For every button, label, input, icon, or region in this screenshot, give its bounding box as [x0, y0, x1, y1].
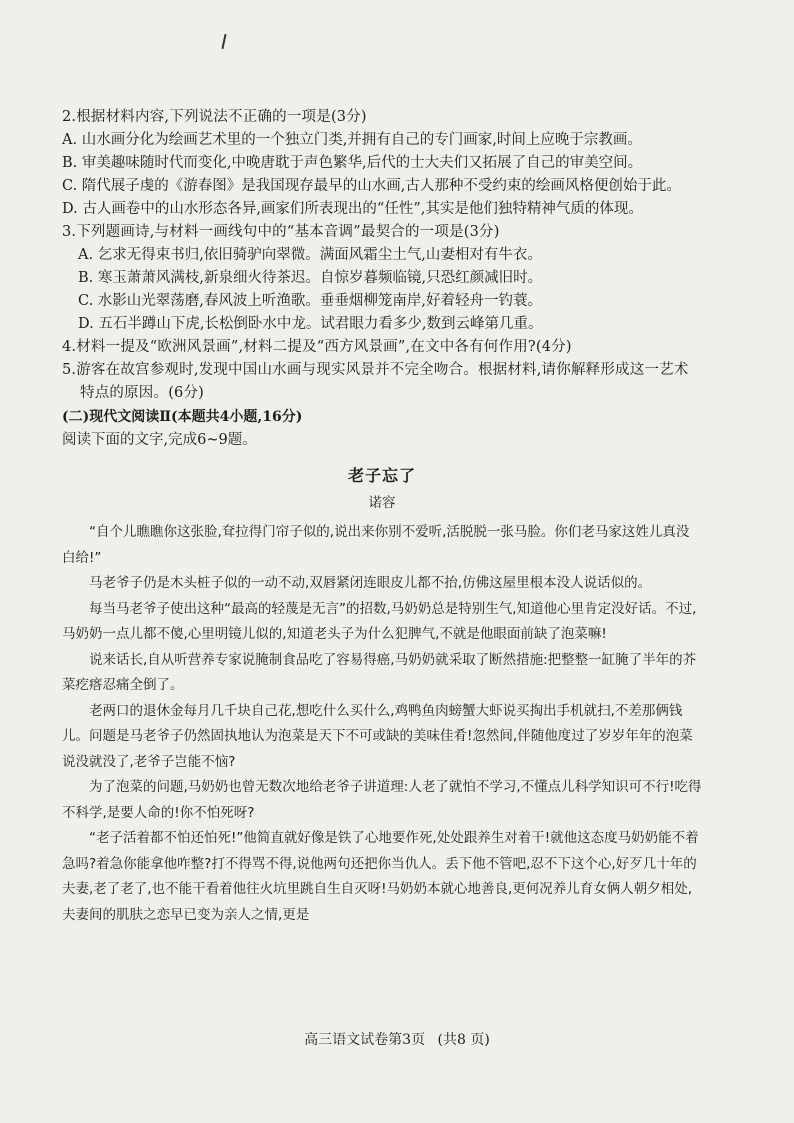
- option-b: B. 寒玉萧萧风满枝,新泉细火待茶迟。自惊岁暮频临镜,只恐红颜减旧时。: [78, 270, 543, 286]
- article-title: 老子忘了: [347, 466, 416, 485]
- article-paragraph: “自个儿瞧瞧你这张脸,耷拉得门帘子似的,说出来你别不爱听,活脱脱一张马脸。你们老马家这姓儿真没白给!”: [62, 524, 690, 566]
- question-stem: 3.下列题画诗,与材料一画线句中的“基本音调”最契合的一项是(3分): [62, 224, 500, 240]
- article-body: [62, 520, 702, 928]
- option-c: C. 水影山光翠荡磨,春风波上听渔歌。垂垂烟柳笼南岸,好着轻舟一钓蓑。: [78, 293, 543, 309]
- article-paragraph: “老子活着都不怕还怕死!”他简直就好像是铁了心地要作死,处处跟养生对着干!就他这态度马奶奶能不着急吗?着急你能拿他咋整?打不得骂不得,说他两句还把你当仇人。丢下他不管吧,忍不下这个心,好歹几十年的夫妻,老了老了,也不能干看着他往火坑里跳自生自灭呀!马奶奶本就心地善良,更何况养儿育女俩人朝夕相处,夫妻间的肌肤之恋早已变为亲人之情,更是: [62, 830, 699, 923]
- article-paragraph: 马老爷子仍是木头桩子似的一动不动,双唇紧闭连眼皮儿都不抬,仿佛这屋里根本没人说话似的。: [89, 575, 652, 591]
- article-paragraph: 说来话长,自从听营养专家说腌制食品吃了容易得癌,马奶奶就采取了断然措施:把整整一缸腌了半年的芥菜疙瘩忍痛全倒了。: [62, 651, 697, 693]
- option-c: C. 隋代展子虔的《游春图》是我国现存最早的山水画,古人那种不受约束的绘画风格便创始于此。: [62, 178, 681, 194]
- article-author: 诺容: [368, 495, 396, 511]
- article-paragraph: 为了泡菜的问题,马奶奶也曾无数次地给老爷子讲道理:人老了就怕不学习,不懂点儿科学知识可不行!吃得不科学,是要人命的!你不怕死呀?: [62, 779, 702, 821]
- section-heading: (二)现代文阅读Ⅱ(本题共4小题,16分): [62, 409, 303, 425]
- question-5: 5.游客在故宫参观时,发现中国山水画与现实风景并不完全吻合。根据材料,请你解释形成这一艺术特点的原因。(6分): [62, 362, 689, 401]
- option-a: A. 乞求无得束书归,依旧骑驴向翠微。满面风霜尘土气,山妻相对有牛衣。: [78, 247, 542, 263]
- option-d: D. 古人画卷中的山水形态各异,画家们所表现出的“任性”,其实是他们独特精神气质的体现。: [62, 201, 643, 217]
- article-paragraph: 老两口的退休金每月几千块自己花,想吃什么买什么,鸡鸭鱼肉螃蟹大虾说买掏出手机就扫,不差那俩钱儿。问题是马老爷子仍然固执地认为泡菜是天下不可或缺的美味佳肴!忽然间,伴随他度过了岁岁年年的泡菜说没就没了,老爷子岂能不恼?: [62, 702, 693, 770]
- stray-pen-mark: [221, 34, 226, 49]
- option-b: B. 审美趣味随时代而变化,中晚唐耽于声色繁华,后代的士大夫们又拓展了自己的审美空间。: [62, 155, 643, 171]
- question-4: 4.材料一提及“欧洲风景画”,材料二提及“西方风景画”,在文中各有何作用?(4分): [62, 339, 572, 355]
- article-paragraph: 每当马老爷子使出这种“最高的轻蔑是无言”的招数,马奶奶总是特别生气,知道他心里肯定没好话。不过,马奶奶一点儿都不傻,心里明镜儿似的,知道老头子为什么犯脾气,不就是他眼面前缺了泡菜嘛!: [62, 600, 697, 642]
- question-3: [62, 221, 702, 336]
- page-content: [62, 106, 702, 928]
- page-footer: [0, 1029, 794, 1049]
- question-2: [62, 106, 702, 221]
- page-number: 高三语文试卷第3页: [304, 1032, 426, 1048]
- option-d: D. 五石半蹲山下虎,长松倒卧水中龙。试君眼力看多少,数到云峰第几重。: [78, 316, 543, 332]
- question-stem: 2.根据材料内容,下列说法不正确的一项是(3分): [62, 109, 367, 125]
- reading-instruction: 阅读下面的文字,完成6~9题。: [62, 432, 257, 448]
- option-a: A. 山水画分化为绘画艺术里的一个独立门类,并拥有自己的专门画家,时间上应晚于宗教画。: [62, 132, 642, 148]
- page-total: (共8 页): [437, 1032, 490, 1048]
